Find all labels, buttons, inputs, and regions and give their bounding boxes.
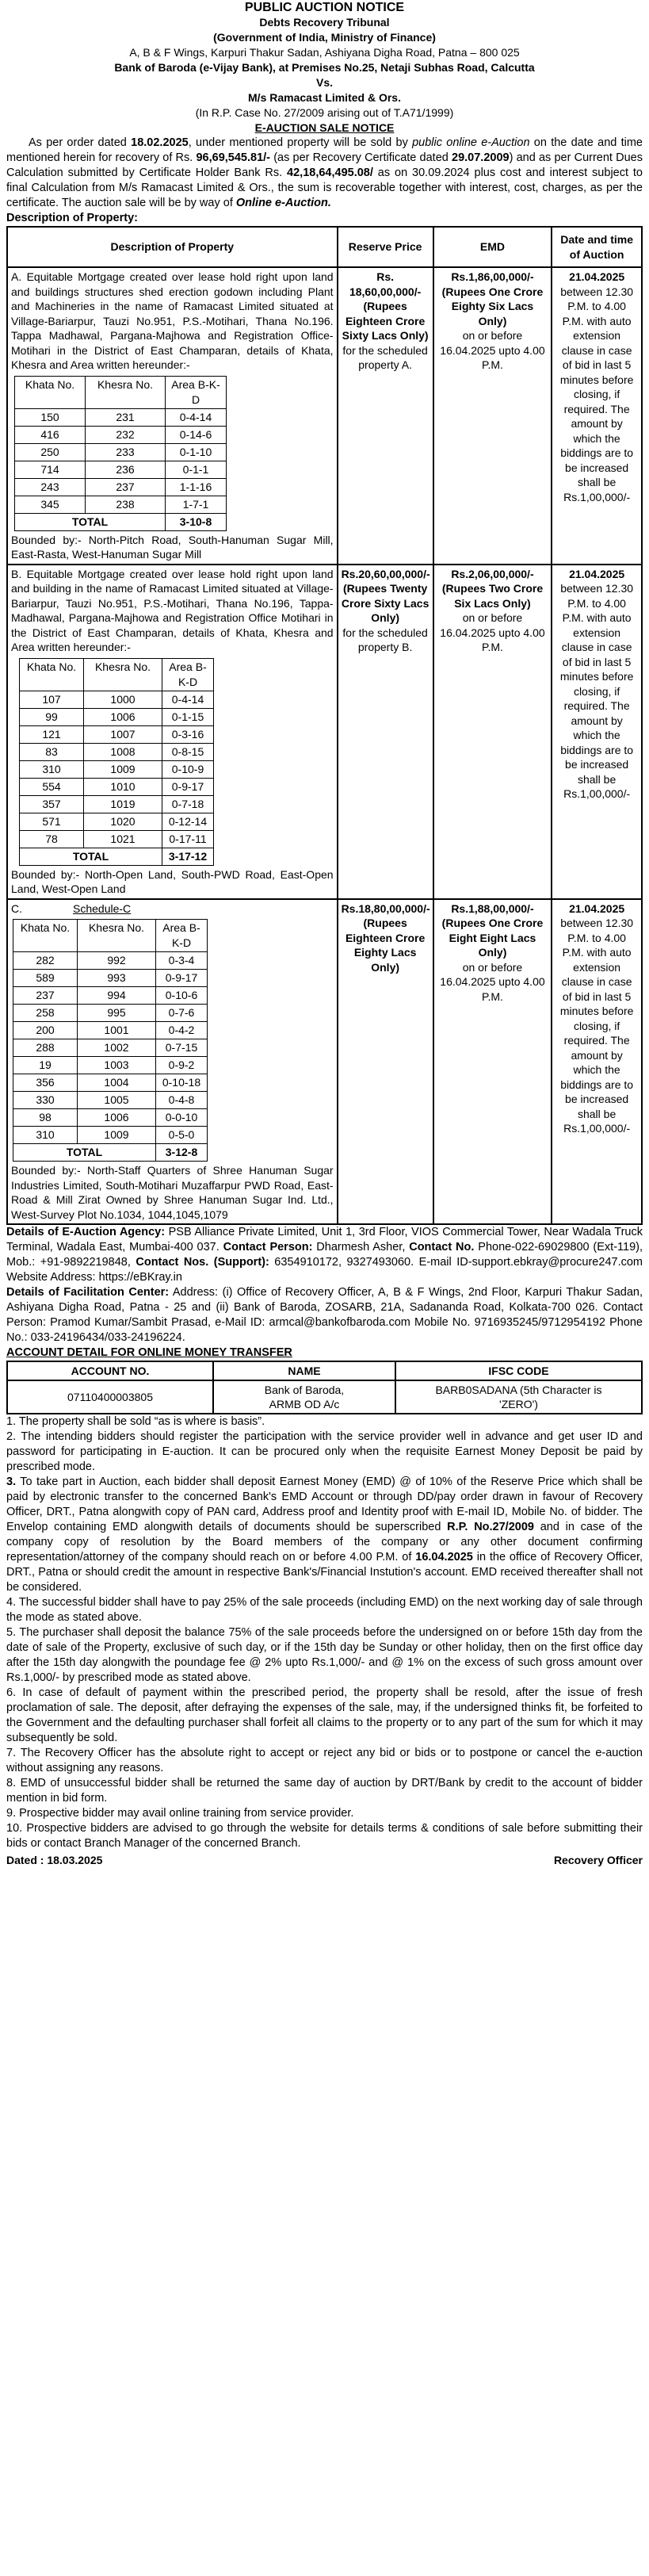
account-no-header: ACCOUNT NO.: [7, 1361, 213, 1380]
tribunal-name: Debts Recovery Tribunal: [259, 16, 390, 29]
table-row: 19 1003 0-9-2: [13, 1057, 208, 1074]
table-row: 83 1008 0-8-15: [20, 743, 214, 760]
total-row: TOTAL 3-10-8: [15, 513, 227, 530]
table-row: 98 1006 0-0-10: [13, 1109, 208, 1127]
property-c-description: C. Schedule-C Khata No. Khesra No. Area B-K-D 282 992 0-3-4 589 993 0-9-17 237 994 0-10-6 258 995 0-7-6 200 1001 0-4-2 288 1002 0-7-15 19 1003 0-9-2 356 1004 0-10-18 330 1005 0-4-8 98 1006 0-0-10 310 1009 0-5-0 TOTAL 3-12-8 Bounded by:- North-Staff Quarters of Shree Hanuman Sugar Industries Limited, South-Motihari Muzaffarpur PWD Road, East-Road & Mill Zirat Owned by Shree Hanuman Sugar Ind. Ltd., West-Survey Plot No.1034, 1044,1045,1079: [7, 899, 338, 1225]
table-row: 121 1007 0-3-16: [20, 725, 214, 743]
description-label: Description of Property:: [6, 212, 138, 224]
property-b-description: B. Equitable Mortgage created over lease hold right upon land and building in the name of Ramacast Limited situated at Village-Bariarpur, Tauzi No.951, P.S.-Motihari, Thana No.196, Tappa-Madhawal, Pargana-Majhowa and Registration Office Motihari in the District of East Champaran, details of Khata, Khesra and Area written hereunder:- Khata No. Khesra No. Area B-K-D 107 1000 0-4-14 99 1006 0-1-15 121 1007 0-3-16 83 1008 0-8-15 310 1009 0-10-9 554 1010 0-9-17 357 1019 0-7-18 571 1020 0-12-14 78 1021 0-17-11 TOTAL 3-17-12 Bounded by:- North-Open Land, South-PWD Road, East-Open Land, West-Open Land: [7, 565, 338, 899]
term-2: 2. The intending bidders should register the participation with the service provider well in advance and get user ID and password for participating in E-auction. It can be procured only when the requisite Earnest Money Deposit be paid by prescribed mode.: [6, 1430, 643, 1473]
intro-paragraph: As per order dated 18.02.2025, under mentioned property will be sold by public online e-Auction on the date and time mentioned herein for recovery of Rs. 96,69,545.81/- (as per Recovery Certificate dated 29.07.2009) and as per Current Dues Calculation submitted by Certificate Holder Bank Rs. 42,18,64,495.08/ as on 30.09.2024 plus cost and interest subject to final Calculation from M/s Ramacast Limited & Ors., the sum is recoverable together with interest, cost, charges, as per the certificate. The auction sale will be by way of Online e-Auction.: [6, 136, 643, 209]
facilitation-details: Details of Facilitation Center: Address: (i) Office of Recovery Officer, A, B & F Wings, 2nd Floor, Karpuri Thakur Sadan, Ashiyana Digha Road, Patna - 25 and (ii) Bank of Baroda, ZOSARB, 21A, Sadananda Road, Kolkata-700 026. Contact Person: Pramod Kumar/Sambit Prasad, e-Mail ID: armcal@bankofbaroda.com Mobile No. 9716935245/9712954192 Phone No.: 033-24196434/033-24196224.: [6, 1286, 643, 1344]
property-b-emd: Rs.2,06,00,000/- (Rupees Two Crore Six Lacs Only) on or before 16.04.2025 upto 4.00 P.M.: [433, 565, 552, 899]
account-name: Bank of Baroda, ARMB OD A/c: [213, 1380, 395, 1414]
ifsc-header: IFSC CODE: [395, 1361, 642, 1380]
property-table: [6, 226, 643, 1225]
notice-title: PUBLIC AUCTION NOTICE: [244, 1, 405, 14]
term-6: 6. In case of default of payment within the prescribed period, the property shall be resold, after the issue of fresh proclamation of sale. The deposit, after defraying the expenses of the sale, may, if the undersigned thinks fit, be forfeited to the Government and the defaulting purchaser shall forfeit all claims to the property or to any part of the sum for which it may subsequently be sold.: [6, 1686, 643, 1744]
government-line: (Government of India, Ministry of Finance): [213, 31, 436, 44]
facilitation-email-link[interactable]: armcal@bankofbaroda.com: [269, 1316, 410, 1329]
term-8: 8. EMD of unsuccessful bidder shall be returned the same day of auction by DRT/Bank by credit to the account of bidder mention in bid form.: [6, 1777, 643, 1805]
sale-notice-heading: E-AUCTION SALE NOTICE: [254, 121, 395, 134]
property-a-description: A. Equitable Mortgage created over lease hold right upon land and buildings structures shed erection godown including Plant and Machineries in the name of Ramacast Limited situated at Village-Bariarpur, Tauzi No.951, P.S.-Motihari, Thana No.196. Tappa Madhawal, Pargana-Majhowa and Registration Office-Motihari in the District of East Champaran, details of Khata, Khesra and Area written hereunder:- Khata No. Khesra No. Area B-K-D 150 231 0-4-14 416 232 0-14-6 250 233 0-1-10 714 236 0-1-1 243 237 1-1-16 345 238 1-7-1 TOTAL 3-10-8 Bounded by:- North-Pitch Road, South-Hanuman Sugar Mill, East-Rasta, West-Hanuman Sugar Mill: [7, 267, 338, 565]
notice-footer: [6, 1853, 643, 1867]
bank-line: Bank of Baroda (e-Vijay Bank), at Premises No.25, Netaji Subhas Road, Calcutta: [114, 61, 535, 74]
table-row: 282 992 0-3-4: [13, 952, 208, 970]
property-c-reserve: Rs.18,80,00,000/- (Rupees Eighteen Crore Eighty Lacs Only): [338, 899, 433, 1225]
property-a-auction-date: 21.04.2025 between 12.30 P.M. to 4.00 P.M. with auto extension clause in case of bid in last 5 minutes before closing, if required. The amount by which the biddings are to be increased shall be Rs.1,00,000/-: [552, 267, 642, 565]
property-row-b: [7, 565, 642, 899]
table-row: 589 993 0-9-17: [13, 970, 208, 987]
term-1: 1. The property shall be sold “as is where is basis”.: [6, 1415, 265, 1428]
table-row: 200 1001 0-4-2: [13, 1022, 208, 1039]
property-b-reserve: Rs.20,60,00,000/- (Rupees Twenty Crore Sixty Lacs Only) for the scheduled property B.: [338, 565, 433, 899]
property-b-khata-table: Khata No. Khesra No. Area B-K-D 107 1000 0-4-14 99 1006 0-1-15 121 1007 0-3-16 83 1008 0-8-15 310 1009 0-10-9 554 1010 0-9-17 357 1019 0-7-18 571 1020 0-12-14 78 1021 0-17-11 TOTAL 3-17-12: [19, 658, 214, 866]
table-row: 356 1004 0-10-18: [13, 1074, 208, 1092]
term-5: 5. The purchaser shall deposit the balance 75% of the sale proceeds before the undersigned on or before 15th day from the date of sale of the Property, exclusive of such day, or if the 15th day be Sunday or other holiday, then on the first office day after the 15th day alongwith the poundage fee @ 2% upto Rs.1,000/- and @ 1% on the excess of such gross amount over Rs.1,000/- by prescribed mode as stated above.: [6, 1626, 643, 1684]
table-row: 330 1005 0-4-8: [13, 1092, 208, 1109]
property-c-emd: Rs.1,88,00,000/- (Rupees One Crore Eight Eight Lacs Only) on or before 16.04.2025 upto 4.00 P.M.: [433, 899, 552, 1225]
table-row: 357 1019 0-7-18: [20, 795, 214, 813]
table-row: 554 1010 0-9-17: [20, 778, 214, 795]
header-date: Date and time of Auction: [552, 227, 642, 267]
debtor-name: M/s Ramacast Limited & Ors.: [248, 91, 401, 104]
name-header: NAME: [213, 1361, 395, 1380]
table-row: 345 238 1-7-1: [15, 496, 227, 513]
property-b-auction-date: 21.04.2025 between 12.30 P.M. to 4.00 P.M. with auto extension clause in case of bid in last 5 minutes before closing, if required. The amount by which the biddings are to be increased shall be Rs.1,00,000/-: [552, 565, 642, 899]
total-row: TOTAL 3-12-8: [13, 1144, 208, 1162]
property-a-khata-table: Khata No. Khesra No. Area B-K-D 150 231 0-4-14 416 232 0-14-6 250 233 0-1-10 714 236 0-1-1 243 237 1-1-16 345 238 1-7-1 TOTAL 3-10-8: [14, 376, 227, 531]
account-number: 07110400003805: [7, 1380, 213, 1414]
table-row: 250 233 0-1-10: [15, 443, 227, 461]
term-7: 7. The Recovery Officer has the absolute right to accept or reject any bid or bids or to postpone or cancel the e-auction without assigning any reasons.: [6, 1747, 643, 1774]
property-a-reserve: Rs. 18,60,00,000/- (Rupees Eighteen Crore Sixty Lacs Only) for the scheduled property A.: [338, 267, 433, 565]
term-9: 9. Prospective bidder may avail online training from service provider.: [6, 1807, 354, 1820]
versus: Vs.: [315, 76, 333, 89]
property-c-khata-table: Khata No. Khesra No. Area B-K-D 282 992 0-3-4 589 993 0-9-17 237 994 0-10-6 258 995 0-7-6 200 1001 0-4-2 288 1002 0-7-15 19 1003 0-9-2 356 1004 0-10-18 330 1005 0-4-8 98 1006 0-0-10 310 1009 0-5-0 TOTAL 3-12-8: [13, 919, 208, 1162]
auction-notice: [6, 0, 643, 1867]
table-row: 310 1009 0-10-9: [20, 760, 214, 778]
table-row: 288 1002 0-7-15: [13, 1039, 208, 1057]
support-email-link[interactable]: support.ebkray@procure247.com: [471, 1256, 643, 1269]
signatory: Recovery Officer: [553, 1854, 643, 1866]
table-row: 416 232 0-14-6: [15, 426, 227, 443]
case-number: (In R.P. Case No. 27/2009 arising out of T.A71/1999): [195, 106, 454, 119]
table-row: 237 994 0-10-6: [13, 987, 208, 1005]
table-row: 258 995 0-7-6: [13, 1005, 208, 1022]
table-row: 99 1006 0-1-15: [20, 708, 214, 725]
term-3: 3. To take part in Auction, each bidder shall deposit Earnest Money (EMD) @ of 10% of the Reserve Price which shall be paid by electronic transfer to the concerned Bank's EMD Account or through DD/pay order drawn in favour of Recovery Officer, DRT., Patna alongwith copy of PAN card, Address proof and Identity proof with E-mail ID, Mobile No. of bidder. The Envelop containing EMD alongwith details of documents should be superscribed R.P. No.27/2009 and in case of the company copy of resolution by the Board members of the company or any other document confirming representation/attorney of the company should reach on or before 4.00 P.M. of 16.04.2025 in the office of Recovery Officer, DRT., Patna or should credit the amount in respective Bank's/Financial Instution's account. EMD received thereafter shall not be considered.: [6, 1476, 643, 1594]
table-row: 571 1020 0-12-14: [20, 813, 214, 830]
property-table-header: [7, 227, 642, 267]
tribunal-address: A, B & F Wings, Karpuri Thakur Sadan, Ashiyana Digha Road, Patna – 800 025: [129, 46, 520, 59]
header-reserve: Reserve Price: [338, 227, 433, 267]
agency-details: Details of E-Auction Agency: PSB Alliance Private Limited, Unit 1, 3rd Floor, VIOS Commercial Tower, Near Wadala Truck Terminal, Wadala East, Mumbai-400 037. Contact Person: Dharmesh Asher, Contact No. Phone-022-69029800 (Ext-119), Mob.: +91-9892219848, Contact Nos. (Support): 6354910172, 9327493060. E-mail ID-support.ebkray@procure247.com Website Address: https://eBKray.in: [6, 1226, 643, 1284]
table-row: 150 231 0-4-14: [15, 408, 227, 426]
table-row: 243 237 1-1-16: [15, 478, 227, 496]
header-emd: EMD: [433, 227, 552, 267]
total-row: TOTAL 3-17-12: [20, 848, 214, 865]
property-c-auction-date: 21.04.2025 between 12.30 P.M. to 4.00 P.M. with auto extension clause in case of bid in last 5 minutes before closing, if required. The amount by which the biddings are to be increased shall be Rs.1,00,000/-: [552, 899, 642, 1225]
term-10: 10. Prospective bidders are advised to go through the website for details terms & conditions of sale before submitting their bids or contact Branch Manager of the concerned Branch.: [6, 1822, 643, 1850]
table-row: 107 1000 0-4-14: [20, 691, 214, 708]
property-a-emd: Rs.1,86,00,000/- (Rupees One Crore Eighty Six Lacs Only) on or before 16.04.2025 upto 4.00 P.M.: [433, 267, 552, 565]
ifsc-code: BARB0SADANA (5th Character is 'ZERO'): [395, 1380, 642, 1414]
table-row: 78 1021 0-17-11: [20, 830, 214, 848]
account-heading: ACCOUNT DETAIL FOR ONLINE MONEY TRANSFER: [6, 1346, 292, 1359]
header-description: Description of Property: [7, 227, 338, 267]
term-4: 4. The successful bidder shall have to pay 25% of the sale proceeds (including EMD) on the next working day of sale through the mode as stated above.: [6, 1596, 643, 1624]
property-row-a: [7, 267, 642, 565]
property-row-c: [7, 899, 642, 1225]
table-row: 714 236 0-1-1: [15, 461, 227, 478]
account-table: [6, 1361, 643, 1414]
notice-date: Dated : 18.03.2025: [6, 1854, 103, 1866]
table-row: 310 1009 0-5-0: [13, 1127, 208, 1144]
